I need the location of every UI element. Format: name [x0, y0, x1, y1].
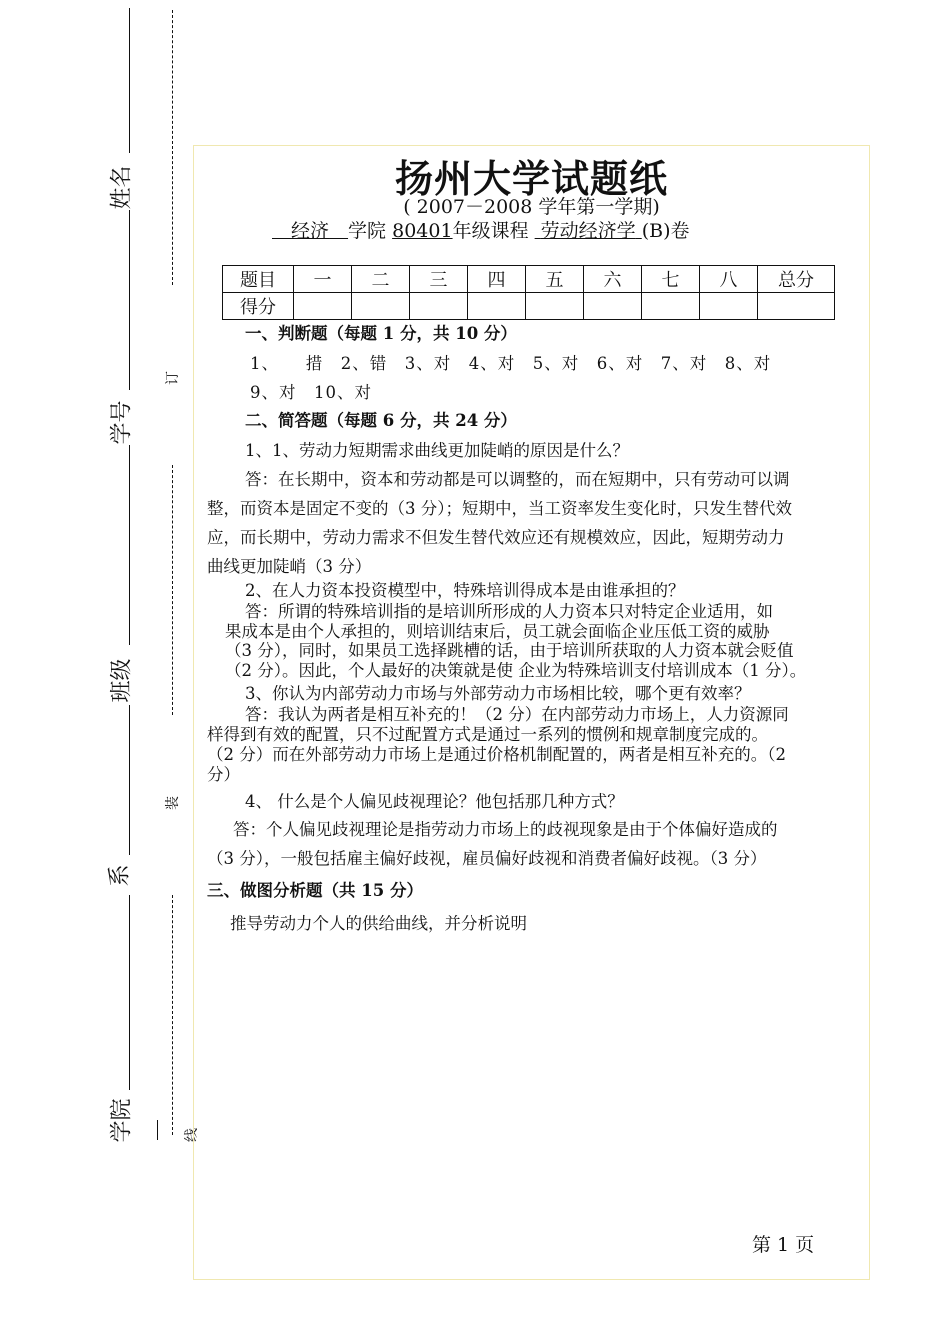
section1-answers-line2: 9、对 10、对	[250, 383, 372, 402]
mark-xian: 线	[184, 1128, 200, 1142]
cell-6: 六	[584, 266, 642, 293]
mark-zhuang: 装	[165, 796, 181, 810]
score-table-header-row	[223, 266, 835, 293]
mark-ding: 订	[165, 371, 181, 385]
grade-value: 80401	[392, 220, 453, 242]
exam-title: 扬州大学试题纸	[394, 156, 668, 201]
score-cell	[410, 293, 468, 320]
answer-1-line2: 整，而资本是固定不变的（3 分）；短期中，当工资率发生变化时，只发生替代效	[207, 499, 792, 518]
answer-1-line4: 曲线更加陡峭（3 分）	[207, 557, 372, 576]
answer-3-line1: 答：我认为两者是相互补充的！（2 分）在内部劳动力市场上，人力资源同	[245, 705, 789, 724]
score-cell	[526, 293, 584, 320]
score-cell	[468, 293, 526, 320]
section3-heading: 三、做图分析题（共 15 分）	[207, 881, 423, 900]
answer-4-line2: （3 分），一般包括雇主偏好歧视，雇员偏好歧视和消费者偏好歧视。（3 分）	[207, 849, 767, 868]
question-1: 1、1、劳动力短期需求曲线更加陡峭的原因是什么？	[245, 441, 629, 460]
answer-3-line3: （2 分）而在外部劳动力市场上是通过价格机制配置的，两者是相互补充的。（2	[207, 745, 786, 764]
answer-3-line4: 分）	[207, 765, 240, 784]
cell-4: 四	[468, 266, 526, 293]
college-line-end	[157, 1120, 158, 1140]
score-table-score-row	[223, 293, 835, 320]
school-suffix: 学院	[348, 220, 387, 242]
answer-2-line2: 果成本是由个人承担的，则培训结束后，员工就会面临企业压低工资的威胁	[225, 622, 770, 641]
question-2: 2、在人力资本投资模型中，特殊培训得成本是由谁承担的？	[245, 581, 685, 600]
cut-line-3	[172, 895, 173, 1135]
score-cell	[700, 293, 758, 320]
name-line	[129, 8, 130, 153]
cell-score-label: 得分	[223, 293, 294, 320]
dept-line	[129, 705, 130, 855]
cell-3: 三	[410, 266, 468, 293]
student-id-label: 学号	[109, 400, 135, 445]
section3-question: 推导劳动力个人的供给曲线，并分析说明	[230, 914, 527, 933]
paper-type: (B)卷	[641, 220, 690, 242]
semester-line: ( 2007－2008 学年第一学期)	[403, 196, 660, 218]
question-3: 3、你认为内部劳动力市场与外部劳动力市场相比较，哪个更有效率？	[245, 684, 751, 703]
course-line	[272, 216, 690, 243]
cut-line-2	[172, 465, 173, 715]
class-label: 班级	[109, 658, 135, 703]
section2-heading: 二、简答题（每题 6 分，共 24 分）	[245, 411, 517, 430]
grade-suffix: 年级课程	[452, 220, 529, 242]
answer-1-line3: 应，而长期中，劳动力需求不但发生替代效应还有规模效应，因此，短期劳动力	[207, 528, 785, 547]
dept-label: 系	[107, 864, 133, 887]
score-cell	[584, 293, 642, 320]
score-cell	[642, 293, 700, 320]
name-label: 姓名	[109, 165, 135, 210]
answer-2-line4: （2 分）。因此，个人最好的决策就是使 企业为特殊培训支付培训成本（1 分）。	[225, 661, 807, 680]
answer-3-line2: 样得到有效的配置，只不过配置方式是通过一系列的惯例和规章制度完成的。	[207, 725, 768, 744]
answer-4-line1: 答：个人偏见歧视理论是指劳动力市场上的歧视现象是由于个体偏好造成的	[233, 820, 778, 839]
cell-5: 五	[526, 266, 584, 293]
section1-heading: 一、判断题（每题 1 分，共 10 分）	[245, 324, 517, 343]
college-line	[129, 895, 130, 1090]
score-cell	[352, 293, 410, 320]
page-number: 第 1 页	[752, 1234, 815, 1256]
cell-question: 题目	[223, 266, 294, 293]
score-cell	[758, 293, 835, 320]
question-4: 4、 什么是个人偏见歧视理论？他包括那几种方式？	[245, 792, 624, 811]
score-cell	[294, 293, 352, 320]
cell-1: 一	[294, 266, 352, 293]
answer-2-line3: （3 分），同时，如果员工选择跳槽的话，由于培训所获取的人力资本就会贬值	[225, 641, 794, 660]
student-id-line	[129, 210, 130, 390]
section1-answers-line1: 1、 措 2、错 3、对 4、对 5、对 6、对 7、对 8、对	[250, 354, 772, 373]
college-label: 学院	[109, 1098, 135, 1143]
cut-line-1	[172, 10, 173, 285]
score-table	[222, 265, 835, 320]
answer-2-line1: 答：所谓的特殊培训指的是培训所形成的人力资本只对特定企业适用，如	[245, 602, 773, 621]
cell-2: 二	[352, 266, 410, 293]
answer-1-line1: 答：在长期中，资本和劳动都是可以调整的，而在短期中，只有劳动可以调	[245, 470, 790, 489]
cell-8: 八	[700, 266, 758, 293]
cell-total: 总分	[758, 266, 835, 293]
cell-7: 七	[642, 266, 700, 293]
course-name: 劳动经济学	[540, 220, 636, 242]
class-line	[129, 445, 130, 645]
school-name: 经济	[291, 220, 330, 242]
